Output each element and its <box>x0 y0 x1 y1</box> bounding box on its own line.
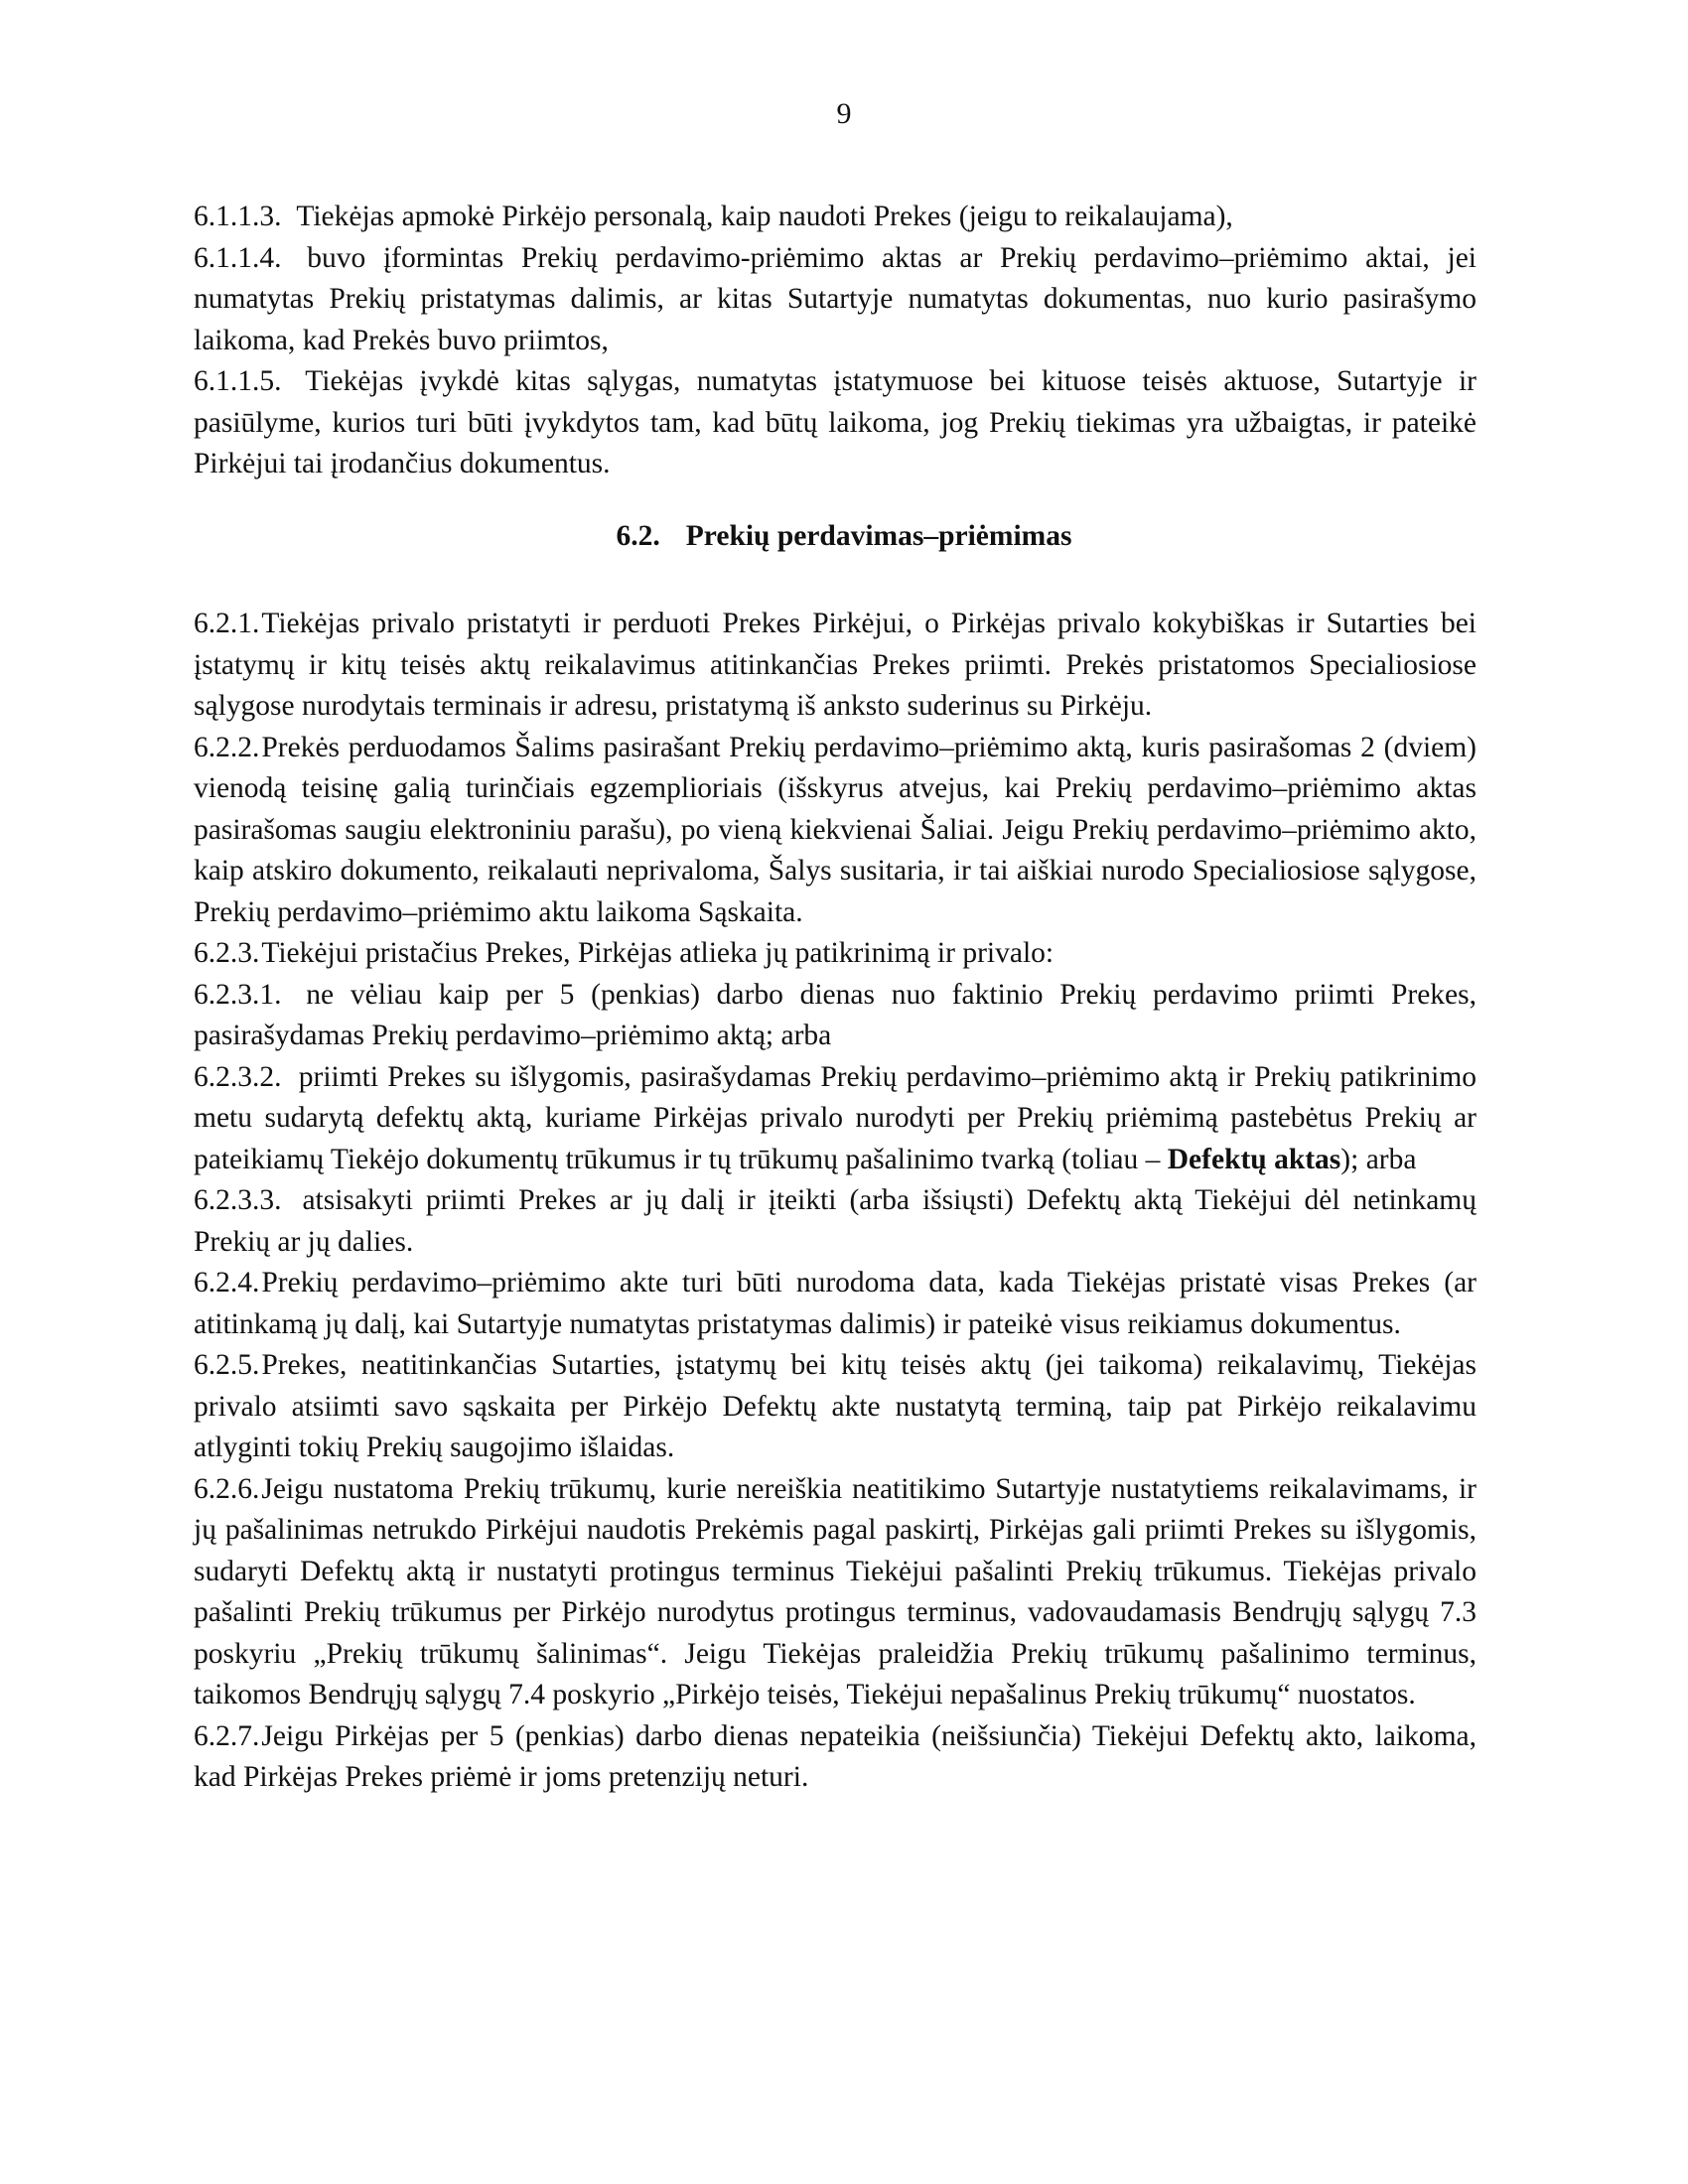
clause-text: ne vėliau kaip per 5 (penkias) darbo dienas nuo faktinio Prekių perdavimo priimti Prekes, pasirašydamas Prekių perdavimo–priėmimo aktą; arba <box>194 978 1477 1051</box>
clause-number: 6.1.1.3. <box>194 201 282 232</box>
clause-text-end: ); arba <box>1340 1143 1417 1175</box>
clause-text: Jeigu Pirkėjas per 5 (penkias) darbo dienas nepateikia (neišsiunčia) Tiekėjui Defektų akto, laikoma, kad Pirkėjas Prekes priėmė ir joms pretenzijų neturi. <box>194 1719 1477 1793</box>
clause-number: 6.2.1. <box>194 608 260 639</box>
clause <box>194 197 1477 238</box>
clause-text: Prekių perdavimo–priėmimo akte turi būti nurodoma data, kada Tiekėjas pristatė visas Prekes (ar atitinkamą jų dalį, kai Sutartyje numatytas pristatymas dalimis) ir pateikė visus reikiamus dokumentus. <box>194 1267 1477 1340</box>
clause <box>194 604 1477 728</box>
clause <box>194 1263 1477 1345</box>
clause-text: priimti Prekes su išlygomis, pasirašydamas Prekių perdavimo–priėmimo aktą ir Prekių patikrinimo metu sudarytą defektų aktą, kuriame Pirkėjas privalo nurodyti per Prekių priėmimą pastebėtus Prekių ar pateikiamų Tiekėjo dokumentų trūkumus ir tų trūkumų pašalinimo tvarką (toliau – <box>194 1060 1477 1175</box>
clause <box>194 1180 1477 1263</box>
page-number: 9 <box>836 97 852 130</box>
clause-number: 6.2.3. <box>194 937 260 969</box>
clause-text: Tiekėjas apmokė Pirkėjo personalą, kaip naudoti Prekes (jeigu to reikalaujama), <box>296 201 1233 232</box>
clause-text: buvo įformintas Prekių perdavimo-priėmimo aktas ar Prekių perdavimo–priėmimo aktai, jei numatytas Prekių pristatymas dalimis, ar kitas Sutartyje numatytas dokumentas, nuo kurio pasirašymo laikoma, kad Prekės buvo priimtos, <box>194 241 1477 356</box>
clause <box>194 238 1477 362</box>
clause-number: 6.1.1.5. <box>194 365 282 397</box>
clause-number: 6.1.1.4. <box>194 241 282 274</box>
clause-text: atsisakyti priimti Prekes ar jų dalį ir įteikti (arba išsiųsti) Defektų aktą Tiekėjui dėl netinkamų Prekių ar jų dalies. <box>194 1184 1477 1258</box>
defined-term: Defektų aktas <box>1167 1143 1341 1175</box>
clauses-6-2 <box>194 604 1477 1799</box>
clause-text: Tiekėjas privalo pristatyti ir perduoti Prekes Pirkėjui, o Pirkėjas privalo kokybiškas ir Sutarties bei įstatymų ir kitų teisės aktų reikalavimus atitinkančias Prekes priimti. Prekės pristatomos Specialiosiose sąlygose nurodytais terminais ir adresu, pristatymą iš anksto suderinus su Pirkėju. <box>194 608 1477 722</box>
section-heading-number: 6.2. <box>616 520 660 552</box>
clause-text: Tiekėjui pristačius Prekes, Pirkėjas atlieka jų patikrinimą ir privalo: <box>261 937 1055 969</box>
clause-number: 6.2.6. <box>194 1472 260 1505</box>
clause-text: Prekės perduodamos Šalims pasirašant Prekių perdavimo–priėmimo aktą, kuris pasirašomas 2 (dviem) vienodą teisinę galią turinčiais egzemplioriais (išskyrus atvejus, kai Prekių perdavimo–priėmimo aktas pasirašomas saugiu elektroniniu parašu), po vieną kiekvienai Šaliai. Jeigu Prekių perdavimo–priėmimo akto, kaip atskiro dokumento, reikalauti neprivaloma, Šalys susitaria, ir tai aiškiai nurodo Specialiosiose sąlygose, Prekių perdavimo–priėmimo aktu laikoma Sąskaita. <box>194 731 1477 928</box>
clause-text: Tiekėjas įvykdė kitas sąlygas, numatytas įstatymuose bei kituose teisės aktuose, Sutartyje ir pasiūlyme, kurios turi būti įvykdytos tam, kad būtų laikoma, jog Prekių tiekimas yra užbaigtas, ir pateikė Pirkėjui tai įrodančius dokumentus. <box>194 365 1477 479</box>
clause <box>194 728 1477 934</box>
clause-number: 6.2.3.3. <box>194 1184 282 1216</box>
clause-number: 6.2.2. <box>194 731 260 763</box>
clause <box>194 933 1477 975</box>
clause <box>194 1345 1477 1469</box>
clause <box>194 361 1477 485</box>
clause <box>194 975 1477 1057</box>
clause-text: Prekes, neatitinkančias Sutarties, įstatymų bei kitų teisės aktų (jei taikoma) reikalavimų, Tiekėjas privalo atsiimti savo sąskaita per Pirkėjo Defektų akte nustatytą terminą, taip pat Pirkėjo reikalavimu atlyginti tokių Prekių saugojimo išlaidas. <box>194 1349 1477 1463</box>
section-heading-title: Prekių perdavimas–priėmimas <box>685 520 1072 552</box>
section-heading <box>0 520 1688 553</box>
clause-number: 6.2.5. <box>194 1349 260 1381</box>
clause <box>194 1057 1477 1181</box>
clause-text: Jeigu nustatoma Prekių trūkumų, kurie nereiškia neatitikimo Sutartyje nustatytiems reikalavimams, ir jų pašalinimas netrukdo Pirkėjui naudotis Prekėmis pagal paskirtį, Pirkėjas gali priimti Prekes su išlygomis, sudaryti Defektų aktą ir nustatyti protingus terminus Tiekėjui pašalinti Prekių trūkumus. Tiekėjas privalo pašalinti Prekių trūkumus per Pirkėjo nurodytus protingus terminus, vadovaudamasis Bendrųjų sąlygų 7.3 poskyriu „Prekių trūkumų šalinimas“. Jeigu Tiekėjas praleidžia Prekių trūkumų pašalinimo terminus, taikomos Bendrųjų sąlygų 7.4 poskyrio „Pirkėjo teisės, Tiekėjui nepašalinus Prekių trūkumų“ nuostatos. <box>194 1472 1477 1710</box>
clause-number: 6.2.3.2. <box>194 1060 282 1093</box>
clauses-6-1-1 <box>194 197 1477 485</box>
clause-number: 6.2.4. <box>194 1267 260 1298</box>
clause-number: 6.2.7. <box>194 1719 260 1752</box>
clause <box>194 1716 1477 1799</box>
clause <box>194 1469 1477 1716</box>
clause-number: 6.2.3.1. <box>194 978 282 1011</box>
